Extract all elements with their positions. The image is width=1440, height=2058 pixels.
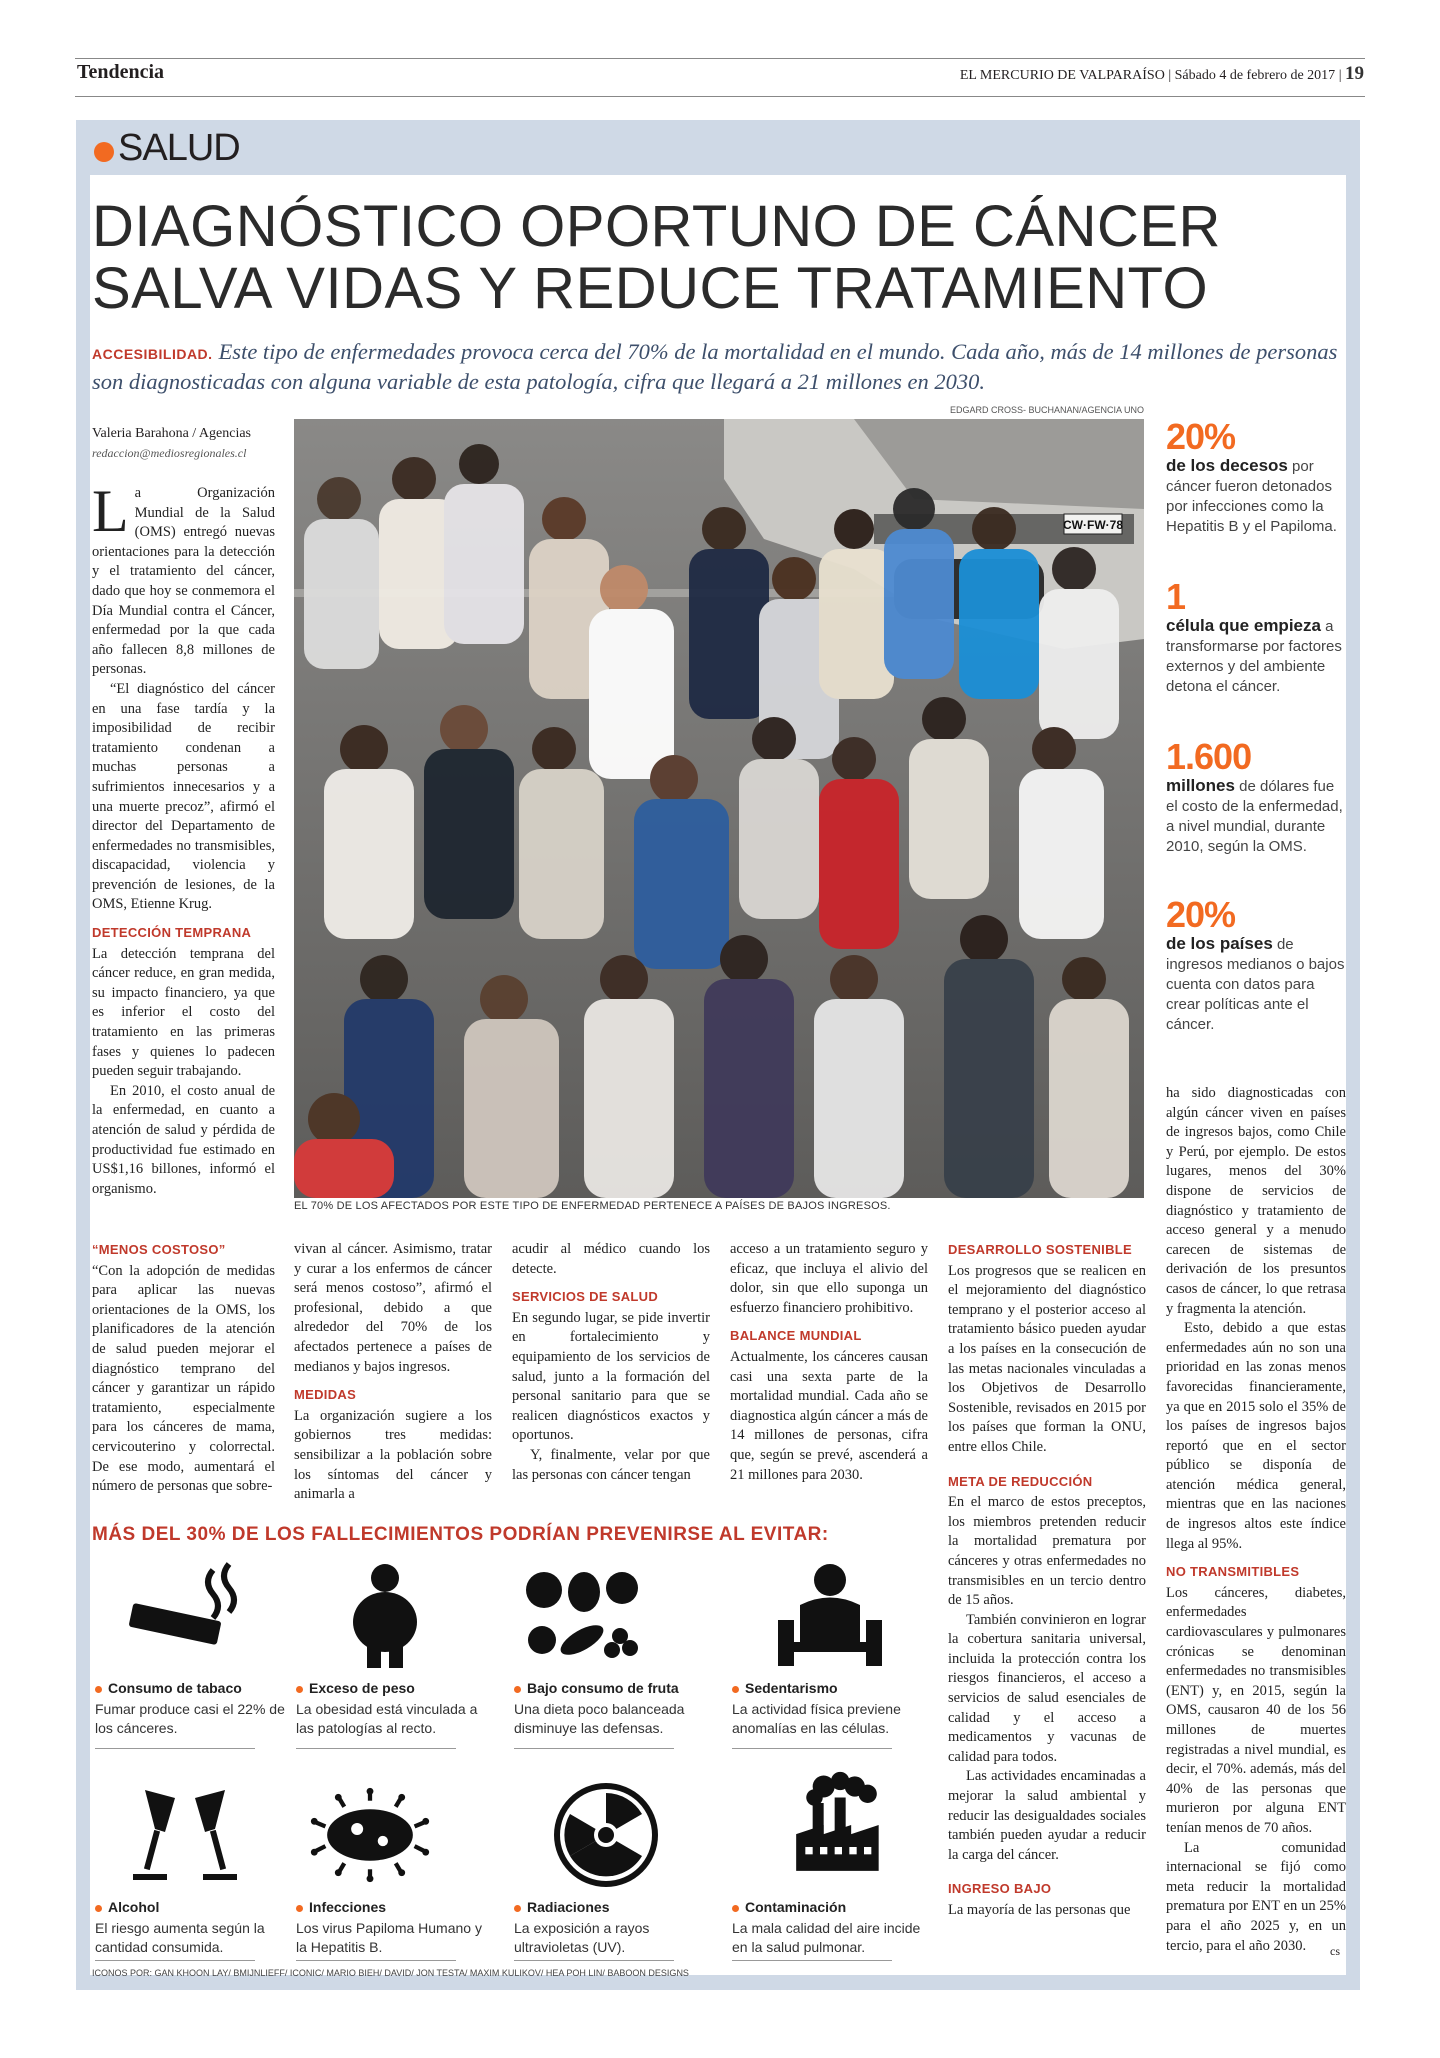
- column-1: [92, 478, 275, 1199]
- paragraph: Esto, debido a que estas enfermedades aún no son una prioridad en las zonas menos favorecidas financieramente, ya que en 2015 solo el 35% de los países de ingresos bajos reportó que en el sector público se disponía de atención médica general, mientras que en las naciones de ingresos altos este índice llega al 95%.: [1166, 1320, 1346, 1552]
- deck-lead: ACCESIBILIDAD.: [92, 346, 213, 362]
- paragraph: a Organización Mundial de la Salud (OMS) entregó nuevas orientaciones para la detección y el tratamiento del cáncer, dado que hoy se conmemora el Día Mundial contra el Cáncer, enfermedad por la que cada año fallecen 8,8 millones de personas.: [92, 485, 275, 678]
- paragraph: ha sido diagnosticadas con algún cáncer viven en países de ingresos bajos, como Chile y Perú, por ejemplo. De estos lugares, menos del 30% dispone de servicios de diagnóstico y tratamiento de acceso general y a menudo carecen de sistemas de derivación de los presuntos casos de cáncer, lo que retrasa y fragmenta la atención.: [1166, 1085, 1346, 1317]
- stat-block-2: [1166, 578, 1346, 697]
- divider: [95, 1748, 255, 1749]
- paragraph: En 2010, el costo anual de la enfermedad, en cuanto a atención de salud y pérdida de productividad fue estimado en US$1,16 billones, informó el organismo.: [92, 1082, 275, 1197]
- sedentary-icon: [770, 1560, 890, 1670]
- deck-text: Este tipo de enfermedades provoca cerca del 70% de la mortalidad en el mundo. Cada año, más de 14 millones de personas son diagnosticadas con alguna variable de esta patología, cifra que llegará a 21 millones en 2030.: [92, 339, 1338, 394]
- stat-number: 20%: [1166, 416, 1236, 457]
- paragraph: Los cánceres, diabetes, enfermedades cardiovasculares y pulmonares crónicas se denominan enfermedades no transmisibles (ENT) y, en 2015, según la OMS, causaron 40 de los 56 millones de muertes registradas a nivel mundial, es decir, el 70%. además, más del 40% de las personas que murieron por alguna ENT tenían menos de 70 años.: [1166, 1584, 1346, 1836]
- paragraph: La comunidad internacional se fijó como meta reducir la mortalidad prematura por ENT en un 25% para el año 2025 y, en un tercio, para el año 2030.: [1166, 1839, 1346, 1954]
- subhead-menos-costoso: “MENOS COSTOSO”: [92, 1242, 226, 1257]
- divider: [732, 1748, 892, 1749]
- subhead-servicios: SERVICIOS DE SALUD: [512, 1289, 659, 1305]
- paragraph: En el marco de estos preceptos, los miembros pretenden reducir la mortalidad prematura por cánceres y otras enfermedades no transmisibles en un tercio dentro de 15 años.: [948, 1494, 1146, 1609]
- alcohol-icon: [125, 1780, 245, 1890]
- stat-text: de los decesos por cáncer fueron detonados por infecciones como la Hepatitis B y el Papiloma.: [1166, 456, 1337, 535]
- prevention-desc: El riesgo aumenta según la cantidad consumida.: [95, 1920, 265, 1955]
- paragraph: Actualmente, los cánceres causan casi una sexta parte de la mortalidad mundial. Cada año se diagnostica algún cáncer a más de 14 millones de personas, cifra que, según se prevé, ascenderá a 21 millones para 2030.: [730, 1348, 928, 1483]
- byline-email: redaccion@mediosregionales.cl: [92, 446, 247, 460]
- byline-author: Valeria Barahona / Agencias: [92, 426, 251, 441]
- prevention-label: Consumo de tabaco: [95, 1680, 242, 1696]
- icon-credits: ICONOS POR: GAN KHOON LAY/ BMIJNLIEFF/ ICONIC/ MARIO BIEH/ DAVID/ JON TESTA/ MAXIM KULIKOV/ HEA POH LIN/ BABOON DESIGNS: [92, 1968, 689, 1978]
- end-mark: cs: [1330, 1944, 1340, 1958]
- headline: [92, 196, 1332, 320]
- column-6: [1166, 1084, 1346, 1956]
- paragraph: La mayoría de las personas que: [948, 1902, 1131, 1918]
- section-name: Tendencia: [77, 61, 165, 83]
- stat-text: de los países de ingresos medianos o bajos cuenta con datos para crear políticas ante el cáncer.: [1166, 934, 1345, 1033]
- kicker-dot-icon: [94, 142, 114, 162]
- subhead-no-transmitibles: NO TRANSMITIBLES: [1166, 1564, 1300, 1580]
- paragraph: Las actividades encaminadas a mejorar la salud ambiental y reducir las desigualdades sociales también pueden ayudar a reducir la carga del cáncer.: [948, 1768, 1146, 1863]
- column-1-lower: [92, 1240, 275, 1497]
- kicker: SALUD: [118, 127, 240, 169]
- paragraph: La organización sugiere a los gobiernos tres medidas: sensibilizar a la población sobre los síntomas del cáncer y animarla a: [294, 1407, 492, 1503]
- photo-caption: EL 70% DE LOS AFECTADOS POR ESTE TIPO DE ENFERMEDAD PERTENECE A PAÍSES DE BAJOS INGRESOS.: [294, 1200, 891, 1212]
- stat-number: 20%: [1166, 894, 1236, 935]
- fruit-icon: [522, 1560, 642, 1670]
- divider: [514, 1748, 674, 1749]
- overweight-icon: [325, 1560, 445, 1670]
- masthead: EL MERCURIO DE VALPARAÍSO | Sábado 4 de febrero de 2017 | 19: [959, 63, 1364, 84]
- prevention-label: Radiaciones: [514, 1899, 609, 1915]
- prevention-desc: La exposición a rayos ultravioletas (UV).: [514, 1920, 650, 1955]
- subhead-desarrollo: DESARROLLO SOSTENIBLE: [948, 1242, 1132, 1257]
- prevention-desc: Los virus Papiloma Humano y la Hepatitis B.: [296, 1920, 482, 1955]
- paragraph: Y, finalmente, velar por que las personas con cáncer tengan: [512, 1446, 710, 1483]
- license-plate-text: CW·FW·78: [1063, 518, 1123, 532]
- crowd-photo-illustration: [294, 419, 1144, 1198]
- column-4: [730, 1224, 928, 1485]
- cigarette-icon: [125, 1560, 245, 1670]
- prevention-label: Sedentarismo: [732, 1680, 838, 1696]
- prevention-desc: La actividad física previene anomalías en las células.: [732, 1701, 901, 1736]
- divider: [296, 1748, 456, 1749]
- stat-block-3: [1166, 738, 1346, 857]
- subhead-meta: META DE REDUCCIÓN: [948, 1473, 1093, 1489]
- subhead-medidas: MEDIDAS: [294, 1387, 357, 1403]
- prevention-label: Bajo consumo de fruta: [514, 1680, 679, 1696]
- paragraph: “Con la adopción de medidas para aplicar las nuevas orientaciones de la OMS, los planificadores de la atención de salud pueden mejorar el diagnóstico temprano del cáncer y garantizar un rápido tratamiento, especialmente para los cánceres de mama, cervicouterino y colorrectal. De ese modo, aumentará el número de personas que sobre-: [92, 1262, 275, 1495]
- subhead-ingreso: INGRESO BAJO: [948, 1881, 1052, 1897]
- headline-line-1: DIAGNÓSTICO OPORTUNO DE CÁNCER: [92, 194, 1221, 259]
- drop-cap: L: [92, 478, 129, 544]
- stat-number: 1: [1166, 576, 1186, 617]
- prevention-label: Contaminación: [732, 1899, 846, 1915]
- paragraph: Los progresos que se realicen en el mejoramiento del diagnóstico temprano y el posterior acceso al tratamiento básico pueden ayudar a los países en la consecución de las metas nacionales vinculadas a los Objetivos de Desarrollo Sostenible, revisados en 2015 por los países que forman la ONU, entre ellos Chile.: [948, 1262, 1146, 1455]
- column-3: [512, 1224, 710, 1485]
- divider: [514, 1960, 674, 1961]
- column-2: [294, 1240, 492, 1505]
- prevention-label: Infecciones: [296, 1899, 386, 1915]
- paragraph: En segundo lugar, se pide invertir en fortalecimiento y equipamiento de los servicios de salud, junto a la formación del personal sanitario para que se realicen diagnósticos exactos y oportunos.: [512, 1309, 710, 1444]
- headline-line-2: SALVA VIDAS Y REDUCE TRATAMIENTO: [92, 256, 1209, 321]
- stat-text: millones de dólares fue el costo de la enfermedad, a nivel mundial, durante 2010, según la OMS.: [1166, 776, 1343, 855]
- paragraph: También convinieron en lograr la cobertura sanitaria universal, incluida la protección contra los riesgos financieros, el acceso a servicios de salud esenciales de calidad y el acceso a medicamentos y vacunas de calidad para todos.: [948, 1611, 1146, 1765]
- prevention-label: Alcohol: [95, 1899, 159, 1915]
- stat-text: célula que empieza a transformarse por factores externos y del ambiente detona el cáncer.: [1166, 616, 1342, 695]
- prevention-desc: Fumar produce casi el 22% de los cánceres.: [95, 1701, 285, 1736]
- paragraph: La detección temprana del cáncer reduce, en gran medida, su impacto financiero, ya que es inferior el costo del tratamiento en las primeras fases y quienes lo padecen pueden seguir trabajando.: [92, 945, 275, 1080]
- prevention-desc: Una dieta poco balanceada disminuye las defensas.: [514, 1701, 685, 1736]
- crowd-photo: [294, 419, 1144, 1198]
- header-rule-top: [75, 58, 1365, 59]
- deck: [92, 338, 1342, 395]
- virus-icon: [310, 1780, 430, 1890]
- paragraph: vivan al cáncer. Asimismo, tratar y curar a los enfermos de cáncer será menos costoso”, afirmó el profesional, debido a que alrededor del 70% de los afectados pertenece a países de medianos y bajos ingresos.: [294, 1241, 492, 1375]
- stat-block-1: [1166, 418, 1346, 537]
- divider: [296, 1960, 456, 1961]
- subhead-balance: BALANCE MUNDIAL: [730, 1328, 862, 1344]
- paragraph: acceso a un tratamiento seguro y eficaz, que incluya el alivio del dolor, sin que ello suponga un esfuerzo financiero prohibitivo.: [730, 1241, 928, 1316]
- prevention-desc: La obesidad está vinculada a las patologías al recto.: [296, 1701, 478, 1736]
- paragraph: “El diagnóstico del cáncer en una fase tardía y la imposibilidad de recibir tratamiento condenan a muchas personas a sufrimientos innecesarios y a una muerte precoz”, afirmó el director del Departamento de enfermedades no transmisibles, discapacidad, violencia y prevención de lesiones, de la OMS, Etienne Krug.: [92, 680, 275, 913]
- issue-date: Sábado 4 de febrero de 2017: [1174, 68, 1336, 83]
- prevention-label: Exceso de peso: [296, 1680, 415, 1696]
- newspaper-name: EL MERCURIO DE VALPARAÍSO: [959, 68, 1165, 83]
- photo-credit: EDGARD CROSS- BUCHANAN/AGENCIA UNO: [949, 405, 1144, 415]
- paragraph: acudir al médico cuando los detecte.: [512, 1241, 710, 1277]
- page-number: 19: [1345, 63, 1364, 84]
- header-rule-bottom: [75, 96, 1365, 97]
- stat-number: 1.600: [1166, 736, 1252, 777]
- prevention-title: MÁS DEL 30% DE LOS FALLECIMIENTOS PODRÍAN PREVENIRSE AL EVITAR:: [92, 1524, 829, 1545]
- radiation-icon: [546, 1780, 666, 1890]
- subhead-deteccion: DETECCIÓN TEMPRANA: [92, 925, 252, 941]
- factory-icon: [782, 1770, 902, 1880]
- divider: [95, 1960, 255, 1961]
- column-5: [948, 1240, 1146, 1921]
- stat-block-4: [1166, 896, 1346, 1035]
- prevention-desc: La mala calidad del aire incide en la salud pulmonar.: [732, 1920, 921, 1955]
- divider: [732, 1960, 892, 1961]
